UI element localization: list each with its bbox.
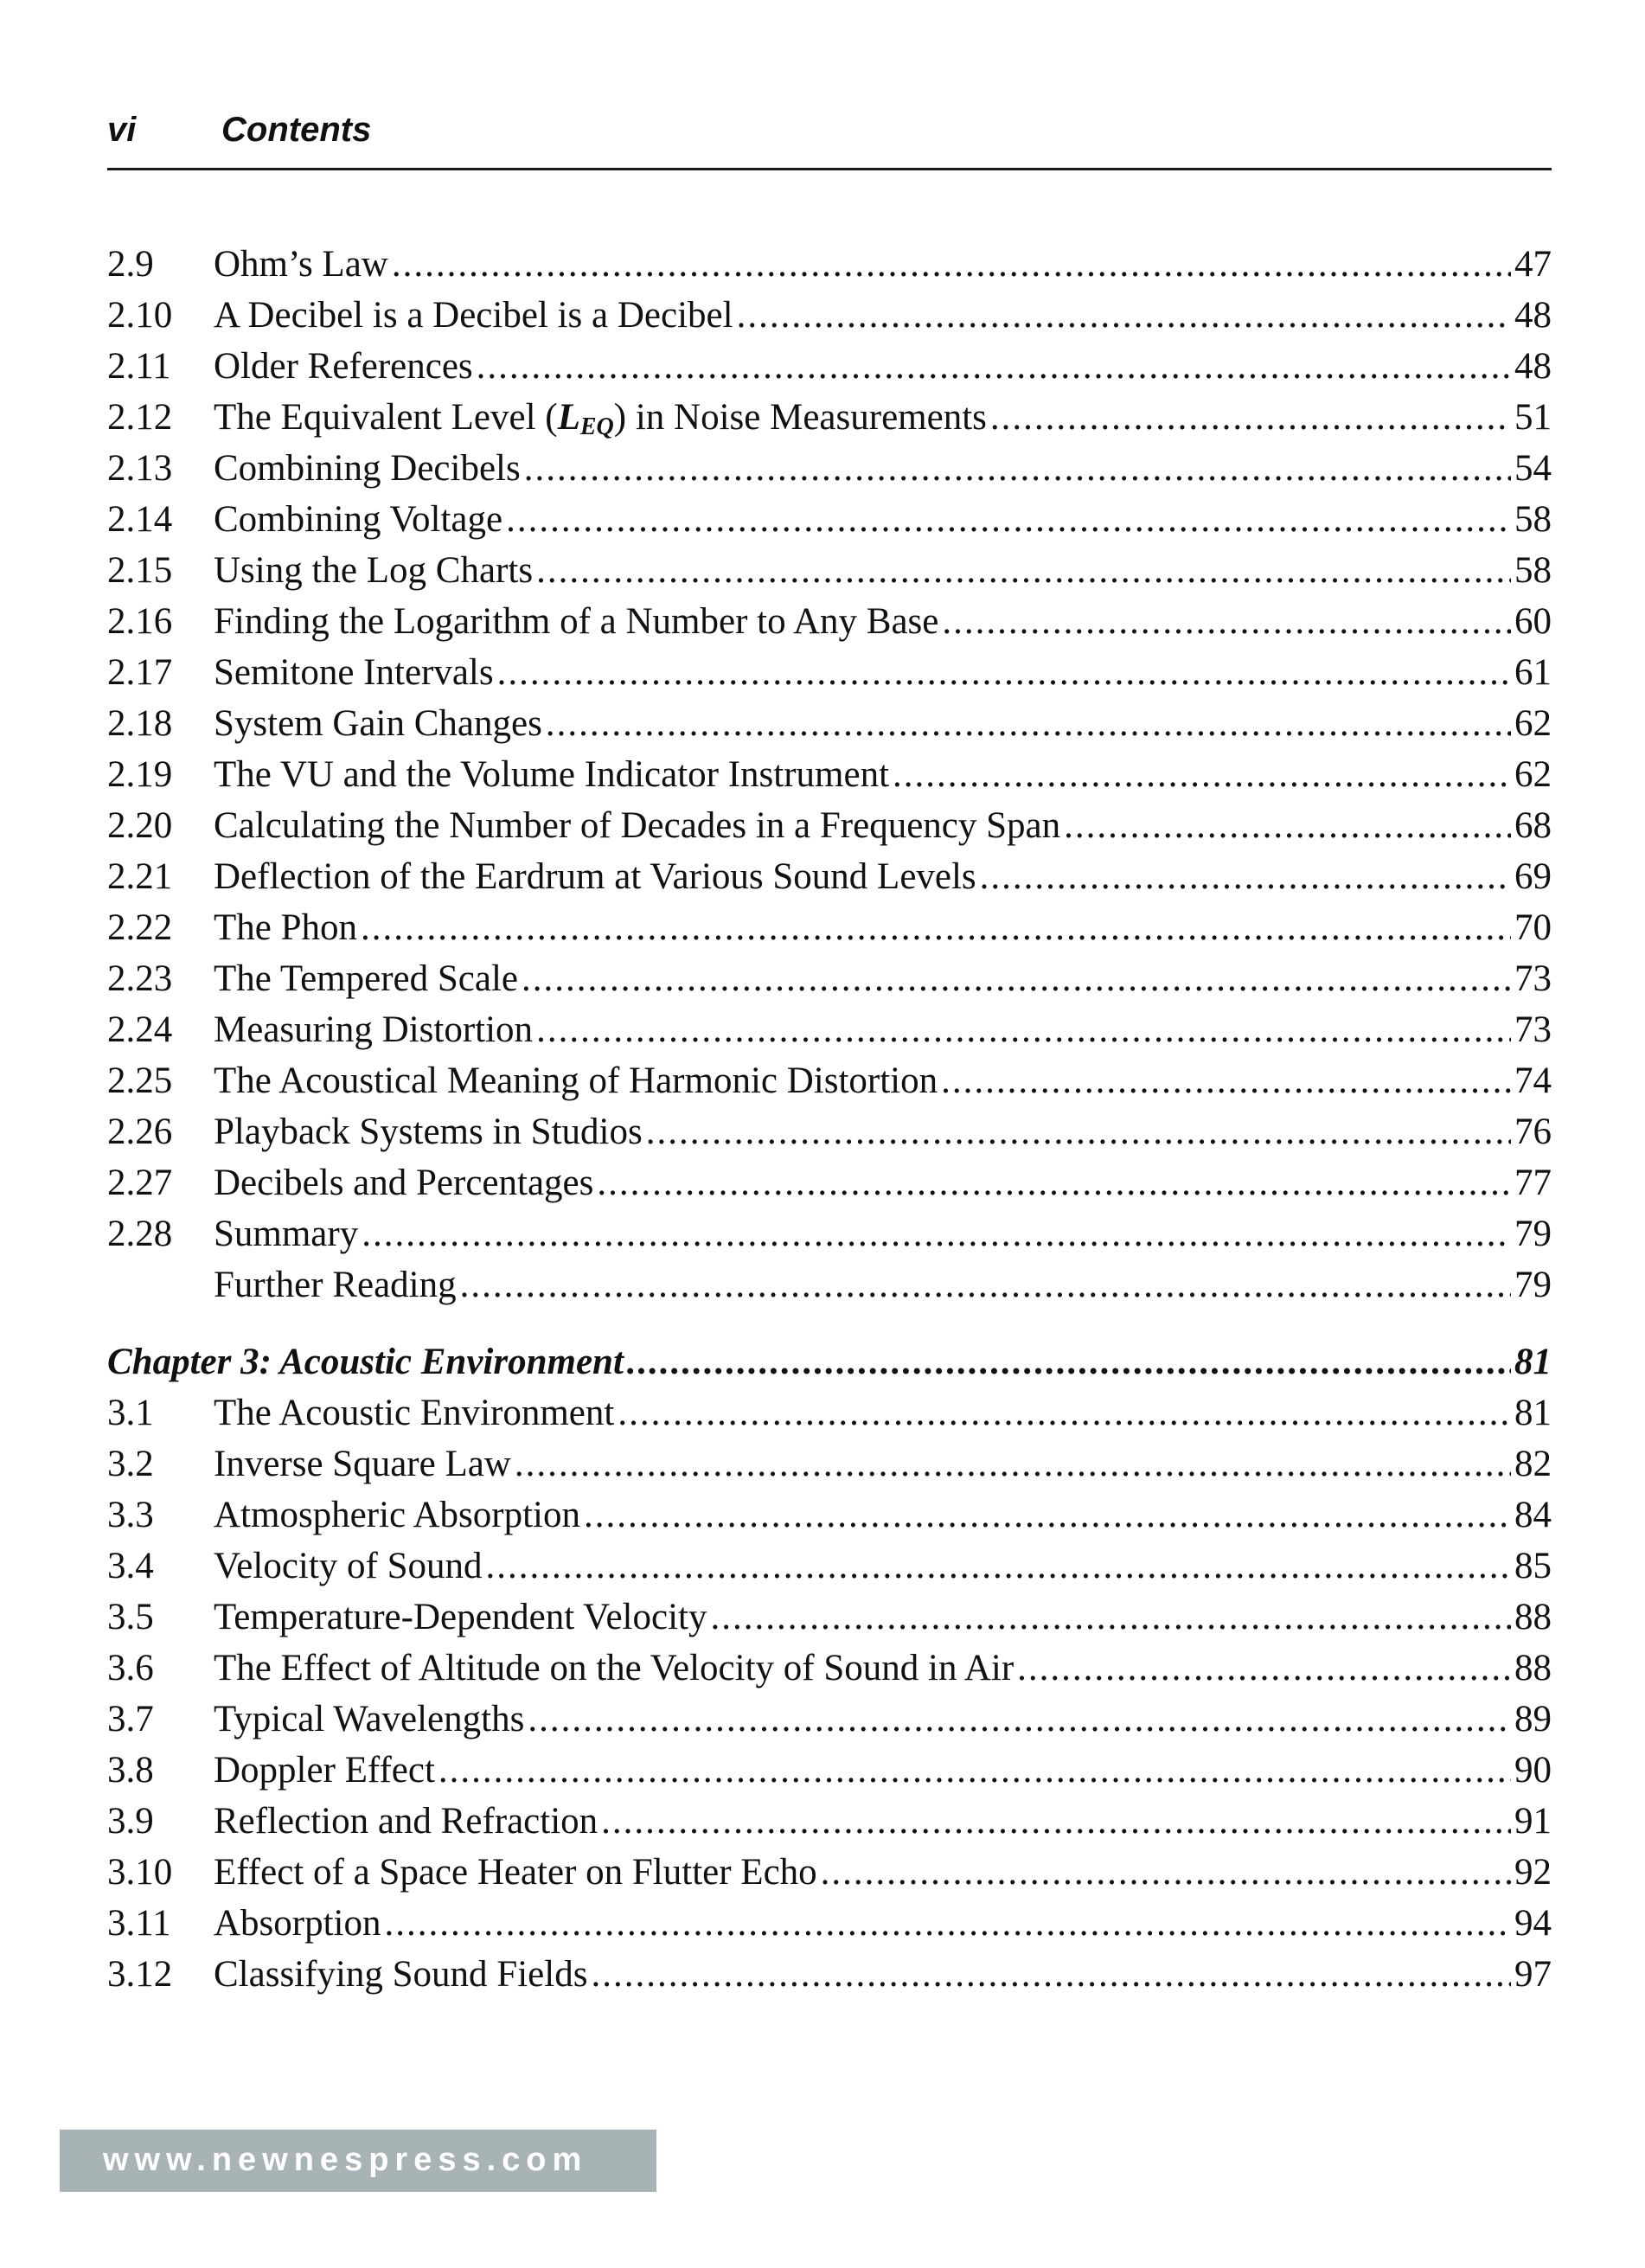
dot-leader: [821, 1848, 1511, 1897]
entry-number: 3.2: [107, 1444, 154, 1484]
dot-leader: [893, 751, 1511, 799]
toc-entry: [107, 1695, 1552, 1744]
toc-entry: [107, 240, 1552, 289]
chapter-heading: [107, 1338, 1552, 1387]
toc-entry: [107, 598, 1552, 646]
entry-page: 58: [1514, 499, 1552, 540]
entry-title: Absorption: [214, 1903, 381, 1944]
entry-page: 81: [1514, 1393, 1552, 1433]
dot-leader: [1017, 1644, 1511, 1693]
entry-page: 70: [1514, 907, 1552, 948]
entry-number: 2.22: [107, 907, 173, 948]
entry-page: 48: [1514, 346, 1552, 387]
entry-title: Combining Decibels: [214, 448, 521, 489]
dot-leader: [737, 292, 1511, 340]
entry-title: The Acoustical Meaning of Harmonic Distortion: [214, 1060, 938, 1101]
toc-entry: [107, 1542, 1552, 1591]
entry-number: 2.10: [107, 295, 173, 336]
chapter-title: Chapter 3: Acoustic Environment: [107, 1342, 624, 1382]
entry-page: 62: [1514, 703, 1552, 744]
page-number: vi: [107, 111, 137, 149]
toc-entry: [107, 1389, 1552, 1438]
entry-title: Inverse Square Law: [214, 1444, 511, 1484]
entry-page: 68: [1514, 805, 1552, 846]
entry-number: 2.24: [107, 1009, 173, 1050]
entry-number: 3.10: [107, 1852, 173, 1893]
toc-entry: [107, 1593, 1552, 1642]
entry-number: 2.15: [107, 550, 173, 591]
entry-number: 3.3: [107, 1495, 154, 1535]
entry-number: 2.27: [107, 1163, 173, 1203]
dot-leader: [990, 394, 1511, 442]
entry-title: Atmospheric Absorption: [214, 1495, 580, 1535]
entry-page: 94: [1514, 1903, 1552, 1944]
dot-leader: [591, 1951, 1511, 1999]
entry-number: 2.13: [107, 448, 173, 489]
entry-title: Combining Voltage: [214, 499, 503, 540]
entry-title: Doppler Effect: [214, 1750, 435, 1791]
entry-number: 2.28: [107, 1214, 173, 1254]
entry-page: 97: [1514, 1954, 1552, 1995]
dot-leader: [1064, 802, 1511, 850]
entry-number: 2.9: [107, 244, 154, 285]
entry-number: 3.12: [107, 1954, 173, 1995]
dot-leader: [601, 1797, 1511, 1846]
toc-entry: [107, 1261, 1552, 1310]
dot-leader: [597, 1159, 1511, 1208]
entry-page: 85: [1514, 1546, 1552, 1586]
entry-number: 3.9: [107, 1801, 154, 1842]
entry-page: 92: [1514, 1852, 1552, 1893]
entry-title: Typical Wavelengths: [214, 1699, 525, 1739]
dot-leader: [385, 1900, 1512, 1948]
dot-leader: [942, 598, 1511, 646]
toc-entry: [107, 292, 1552, 340]
toc-entry: [107, 547, 1552, 595]
entry-title: Reflection and Refraction: [214, 1801, 598, 1842]
entry-title: Further Reading: [214, 1265, 457, 1305]
entry-title: Calculating the Number of Decades in a Frequency Span: [214, 805, 1061, 846]
entry-number: 2.19: [107, 754, 173, 795]
dot-leader: [486, 1542, 1511, 1591]
entry-number: 2.18: [107, 703, 173, 744]
dot-leader: [546, 700, 1511, 748]
dot-leader: [497, 649, 1511, 697]
entry-number: 2.16: [107, 601, 173, 642]
entry-page: 79: [1514, 1265, 1552, 1305]
entry-page: 69: [1514, 856, 1552, 897]
entry-page: 77: [1514, 1163, 1552, 1203]
toc-entry: [107, 1210, 1552, 1259]
entry-title: Summary: [214, 1214, 359, 1254]
toc-entry: [107, 1491, 1552, 1540]
toc-entry: [107, 1159, 1552, 1208]
entry-page: 61: [1514, 652, 1552, 693]
toc-entry: [107, 1746, 1552, 1795]
entry-number: 2.14: [107, 499, 173, 540]
entry-number: 3.7: [107, 1699, 154, 1739]
entry-title: The Effect of Altitude on the Velocity of Sound in Air: [214, 1648, 1015, 1688]
entry-page: 48: [1514, 295, 1552, 336]
entry-title: System Gain Changes: [214, 703, 542, 744]
entry-title: Classifying Sound Fields: [214, 1954, 588, 1995]
entry-page: 74: [1514, 1060, 1552, 1101]
toc-entry: [107, 496, 1552, 544]
entry-title: Velocity of Sound: [214, 1546, 483, 1586]
entry-page: 73: [1514, 1009, 1552, 1050]
dot-leader: [506, 496, 1511, 544]
entry-page: 88: [1514, 1648, 1552, 1688]
toc-entry: [107, 1006, 1552, 1054]
entry-page: 89: [1514, 1699, 1552, 1739]
toc-entry: [107, 394, 1552, 442]
entry-page: 58: [1514, 550, 1552, 591]
entry-title: The Phon: [214, 907, 358, 948]
dot-leader: [515, 1440, 1511, 1489]
dot-leader: [392, 240, 1511, 289]
entry-number: 2.21: [107, 856, 173, 897]
entry-title: The Tempered Scale: [214, 958, 518, 999]
toc-entry: [107, 1900, 1552, 1948]
toc-entry: [107, 700, 1552, 748]
leq-symbol: L: [557, 397, 580, 438]
entry-number: 3.6: [107, 1648, 154, 1688]
dot-leader: [646, 1108, 1511, 1156]
entry-title: The Acoustic Environment: [214, 1393, 615, 1433]
dot-leader: [477, 343, 1511, 391]
entry-page: 91: [1514, 1801, 1552, 1842]
toc-entry: [107, 1057, 1552, 1105]
publisher-footer: [60, 2130, 656, 2192]
toc-entry: [107, 343, 1552, 391]
entry-number: 2.25: [107, 1060, 173, 1101]
entry-number: 3.4: [107, 1546, 154, 1586]
toc-entry: [107, 1848, 1552, 1897]
dot-leader: [980, 853, 1511, 901]
toc-entry: [107, 955, 1552, 1003]
toc-entry: [107, 802, 1552, 850]
dot-leader: [711, 1593, 1512, 1642]
entry-page: 73: [1514, 958, 1552, 999]
entry-number: 3.11: [107, 1903, 171, 1944]
entry-title: Effect of a Space Heater on Flutter Echo: [214, 1852, 817, 1893]
entry-page: 88: [1514, 1597, 1552, 1637]
running-title: Contents: [221, 111, 372, 149]
entry-page: 82: [1514, 1444, 1552, 1484]
running-header: [107, 102, 1552, 170]
entry-title: A Decibel is a Decibel is a Decibel: [214, 295, 733, 336]
title-prefix: The Equivalent Level (: [214, 397, 558, 438]
toc-entry: [107, 1440, 1552, 1489]
entry-title: Measuring Distortion: [214, 1009, 534, 1050]
dot-leader: [941, 1057, 1511, 1105]
toc-entry: [107, 904, 1552, 952]
entry-number: 3.1: [107, 1393, 154, 1433]
entry-title: Deflection of the Eardrum at Various Sound Levels: [214, 856, 976, 897]
entry-title: Decibels and Percentages: [214, 1163, 594, 1203]
toc-entry: [107, 1797, 1552, 1846]
entry-page: 54: [1514, 448, 1552, 489]
entry-title: Playback Systems in Studios: [214, 1112, 643, 1152]
entry-page: 47: [1514, 244, 1552, 285]
dot-leader: [524, 445, 1511, 493]
leq-subscript: EQ: [579, 413, 614, 440]
entry-number: 3.5: [107, 1597, 154, 1637]
entry-number: 2.17: [107, 652, 173, 693]
toc-entry: [107, 1951, 1552, 1999]
entry-title: Ohm’s Law: [214, 244, 388, 285]
entry-number: 2.26: [107, 1112, 173, 1152]
dot-leader: [536, 1006, 1511, 1054]
toc-entry: [107, 751, 1552, 799]
dot-leader: [438, 1746, 1511, 1795]
entry-page: 76: [1514, 1112, 1552, 1152]
entry-page: 90: [1514, 1750, 1552, 1791]
title-suffix: ) in Noise Measurements: [613, 397, 987, 438]
dot-leader: [528, 1695, 1511, 1744]
entry-page: 62: [1514, 754, 1552, 795]
publisher-url: www.newnespress.com: [103, 2142, 588, 2178]
entry-number: 2.11: [107, 346, 171, 387]
entry-number: 2.12: [107, 397, 173, 438]
entry-title: The VU and the Volume Indicator Instrument: [214, 754, 890, 795]
dot-leader: [460, 1261, 1511, 1310]
dot-leader: [361, 904, 1511, 952]
entry-title: Semitone Intervals: [214, 652, 494, 693]
dot-leader: [522, 955, 1511, 1003]
dot-leader: [536, 547, 1511, 595]
toc-entry: [107, 853, 1552, 901]
entry-title: [214, 394, 987, 452]
toc-entry: [107, 445, 1552, 493]
toc-entry: [107, 649, 1552, 697]
dot-leader: [627, 1338, 1511, 1387]
dot-leader: [584, 1491, 1511, 1540]
entry-title: Older References: [214, 346, 473, 387]
dot-leader: [618, 1389, 1511, 1438]
entry-page: 84: [1514, 1495, 1552, 1535]
entry-number: 2.23: [107, 958, 173, 999]
entry-number: 3.8: [107, 1750, 154, 1791]
dot-leader: [362, 1210, 1511, 1259]
entry-title: Temperature-Dependent Velocity: [214, 1597, 707, 1637]
entry-page: 51: [1514, 397, 1552, 438]
toc-entry: [107, 1644, 1552, 1693]
entry-title: Using the Log Charts: [214, 550, 534, 591]
chapter-page: 81: [1514, 1342, 1552, 1382]
toc-entry: [107, 1108, 1552, 1156]
entry-number: 2.20: [107, 805, 173, 846]
entry-title: Finding the Logarithm of a Number to Any Base: [214, 601, 939, 642]
entry-page: 60: [1514, 601, 1552, 642]
entry-page: 79: [1514, 1214, 1552, 1254]
